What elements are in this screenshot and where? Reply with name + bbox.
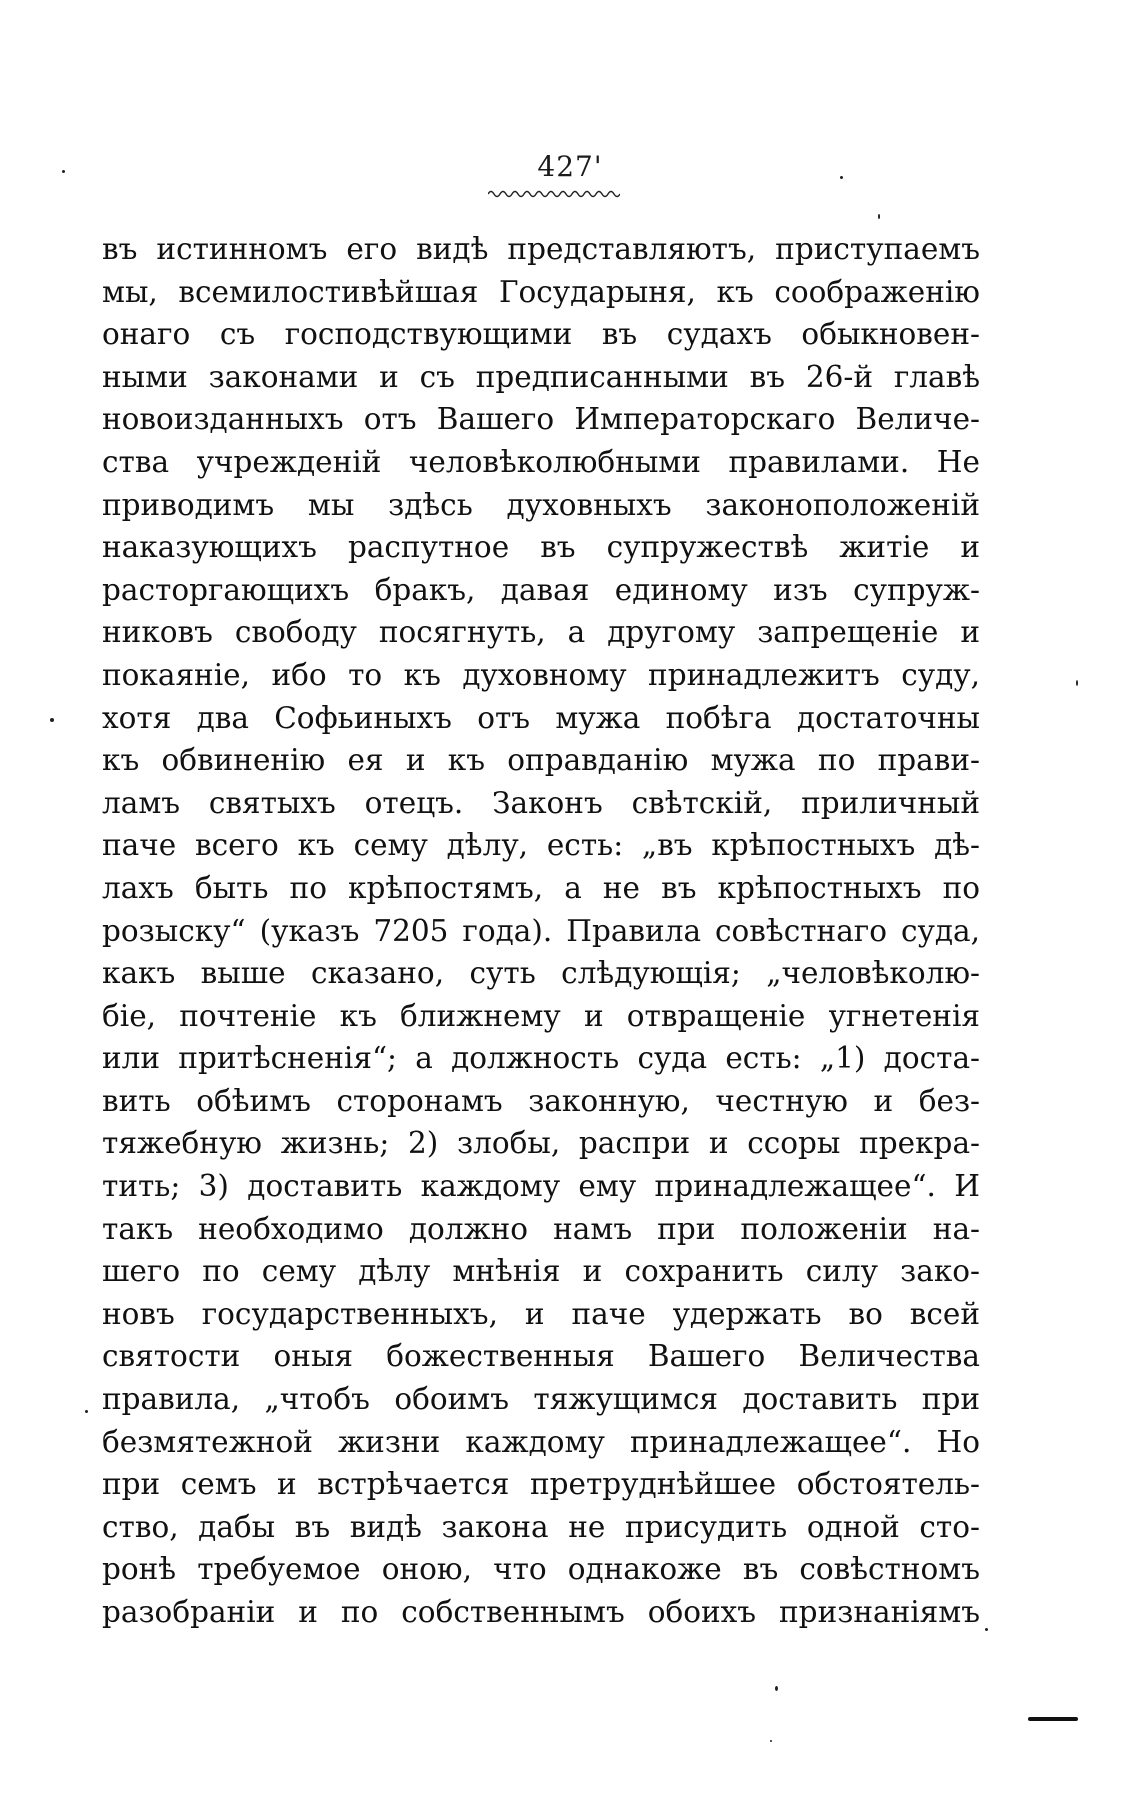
scan-speck [1076,680,1078,686]
text-line: ство, дабы въ видѣ закона не присудить одной сто- [102,1509,980,1544]
text-line: въ истинномъ его видѣ представляютъ, приступаемъ [102,232,980,266]
text-line: мы, всемилостивѣйшая Государыня, къ соображенію [102,274,980,309]
text-line: наказующихъ распутное въ супружествѣ житіе и [102,530,980,565]
scan-speck [878,214,880,219]
text-line: ламъ святыхъ отецъ. Законъ свѣтскій, приличный [102,785,980,820]
text-line: ства учрежденій человѣколюбными правилами. Не [102,444,980,479]
scan-speck [85,1410,88,1413]
scan-speck [840,176,843,179]
text-line: ными законами и съ предписанными въ 26-й главѣ [102,359,980,394]
text-line: покаяніе, ибо то къ духовному принадлежитъ суду, [102,657,980,692]
text-line: хотя два Софьиныхъ отъ мужа побѣга достаточны [102,700,980,735]
text-line: святости оныя божественныя Вашего Величества [102,1339,980,1374]
text-line: разобраніи и по собственнымъ обоихъ признаніямъ [102,1595,980,1629]
scan-speck [985,1628,988,1631]
ornamental-rule [488,188,620,200]
text-line: тяжебную жизнь; 2) злобы, распри и ссоры прекра- [102,1126,980,1161]
scan-speck [62,170,65,173]
text-line: вить обѣимъ сторонамъ законную, честную и без- [102,1083,980,1118]
text-line: новоизданныхъ отъ Вашего Императорскаго Величе- [102,402,980,437]
text-line: біе, почтеніе къ ближнему и отвращеніе угнетенія [102,998,980,1033]
text-line: приводимъ мы здѣсь духовныхъ законоположеній [102,487,980,522]
text-line: къ обвиненію ея и къ оправданію мужа по прави- [102,743,980,778]
page-number: 427' [537,150,603,183]
text-line: тить; 3) доставить каждому ему принадлежащее“. И [102,1169,980,1204]
text-line: какъ выше сказано, суть слѣдующія; „человѣколю- [102,956,980,991]
text-line: шего по сему дѣлу мнѣнія и сохранить силу зако- [102,1254,980,1289]
text-line: расторгающихъ бракъ, давая единому изъ супруж- [102,572,980,607]
text-line: правила, „чтобъ обоимъ тяжущимся доставить при [102,1382,980,1417]
text-line: онаго съ господствующими въ судахъ обыкновен- [102,317,980,352]
text-line: или притѣсненія“; а должность суда есть: „1) доста- [102,1041,980,1076]
text-line: ронѣ требуемое оною, что однакоже въ совѣстномъ [102,1552,980,1587]
text-line: лахъ быть по крѣпостямъ, а не въ крѣпостныхъ по [102,870,980,905]
scan-speck [50,718,54,722]
scan-speck [775,1686,778,1691]
text-line: новъ государственныхъ, и паче удержать во всей [102,1296,980,1331]
text-line: розыску“ (указъ 7205 года). Правила совѣстнаго суда, [102,913,980,948]
text-line: никовъ свободу посягнуть, а другому запрещеніе и [102,615,980,650]
scan-speck [770,1740,772,1742]
text-line: паче всего къ сему дѣлу, есть: „въ крѣпостныхъ дѣ- [102,828,980,863]
text-line: такъ необходимо должно намъ при положеніи на- [102,1211,980,1246]
scan-dash-mark [1028,1717,1078,1721]
body-text [102,228,980,1634]
text-line: при семъ и встрѣчается претруднѣйшее обстоятель- [102,1467,980,1502]
text-line: безмятежной жизни каждому принадлежащее“. Но [102,1424,980,1459]
